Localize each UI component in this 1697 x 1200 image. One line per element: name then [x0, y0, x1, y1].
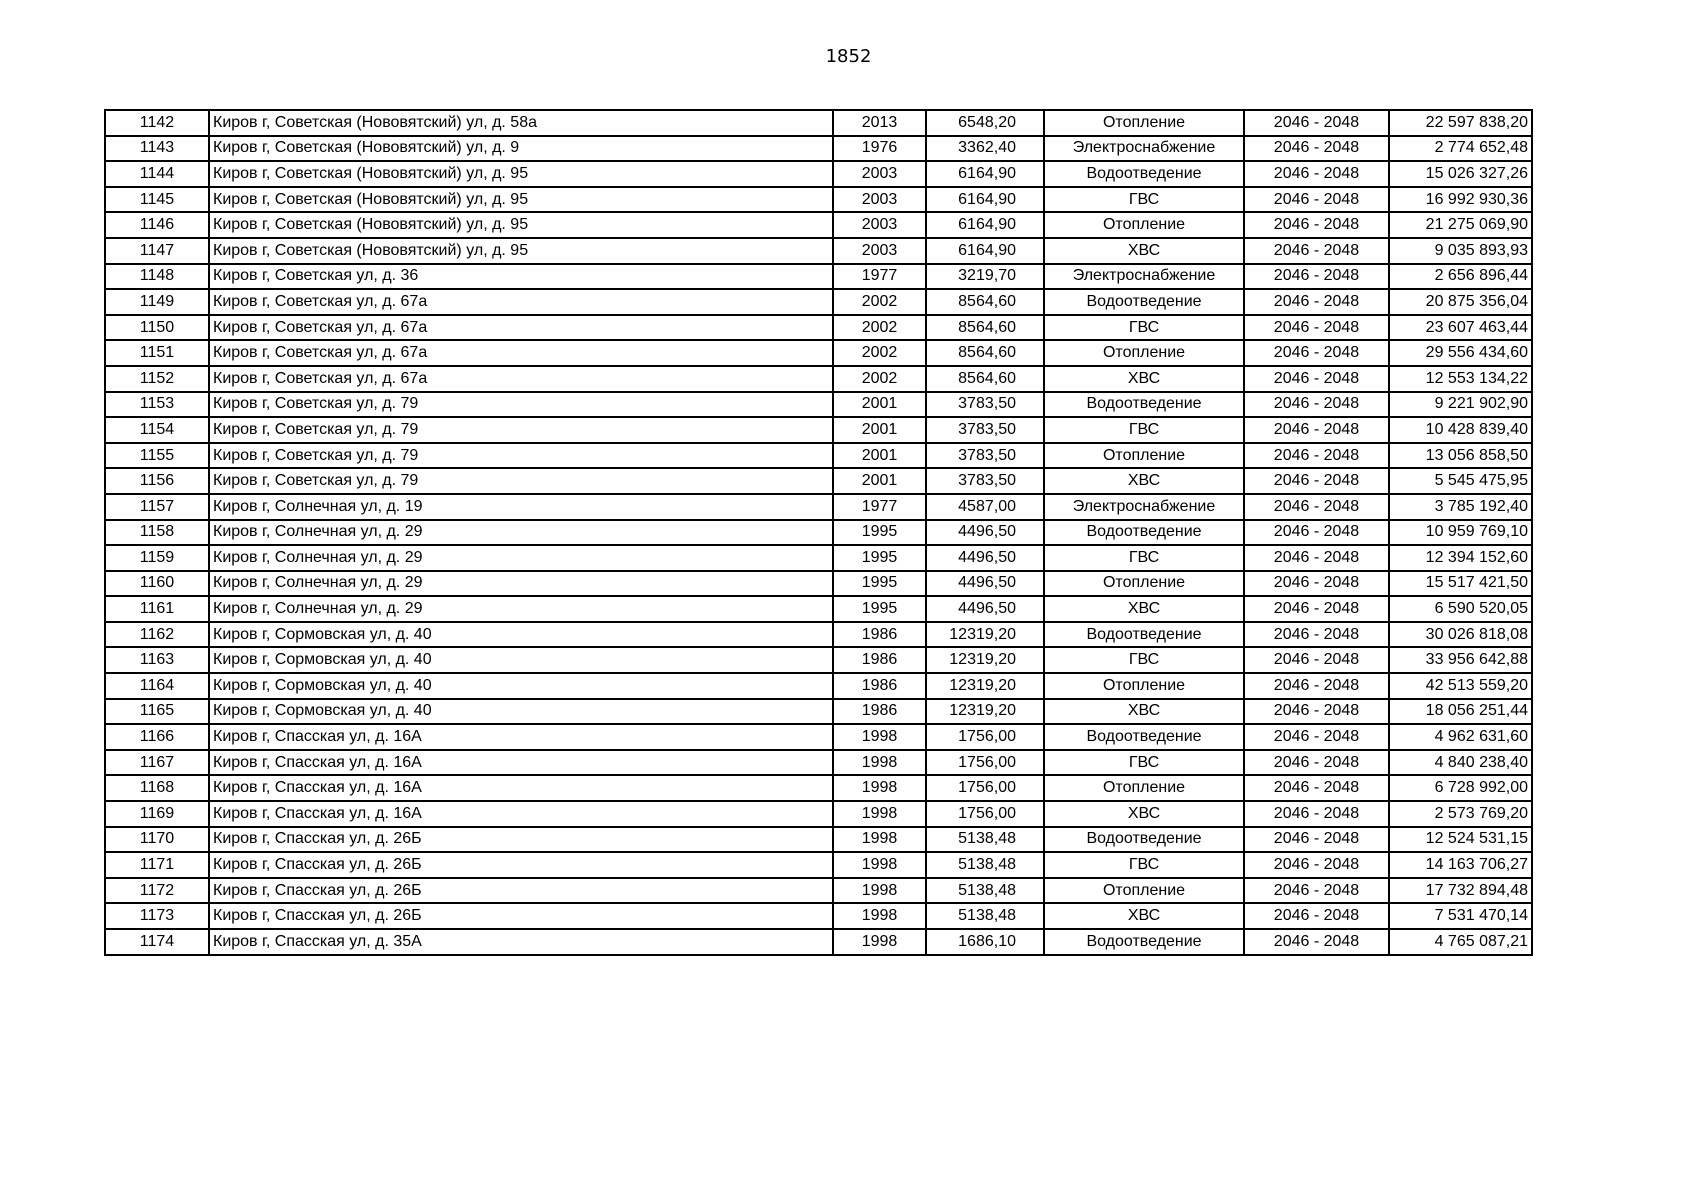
period-cell: 2046 - 2048: [1244, 238, 1389, 264]
cost-cell: 15 517 421,50: [1389, 571, 1532, 597]
cost-cell: 10 959 769,10: [1389, 520, 1532, 546]
row-number-cell: 1160: [105, 571, 209, 597]
year-cell: 2003: [833, 161, 926, 187]
period-cell: 2046 - 2048: [1244, 315, 1389, 341]
area-cell: 3783,50: [926, 392, 1044, 418]
row-number-cell: 1161: [105, 596, 209, 622]
period-cell: 2046 - 2048: [1244, 340, 1389, 366]
service-cell: Отопление: [1044, 443, 1244, 469]
address-cell: Киров г, Спасская ул, д. 16А: [209, 775, 833, 801]
area-cell: 8564,60: [926, 366, 1044, 392]
repair-schedule-table: [104, 109, 1533, 956]
row-number-cell: 1173: [105, 903, 209, 929]
row-number-cell: 1158: [105, 520, 209, 546]
cost-cell: 21 275 069,90: [1389, 212, 1532, 238]
address-cell: Киров г, Спасская ул, д. 16А: [209, 724, 833, 750]
year-cell: 1998: [833, 775, 926, 801]
service-cell: ГВС: [1044, 545, 1244, 571]
table-row: [105, 724, 1532, 750]
row-number-cell: 1156: [105, 468, 209, 494]
cost-cell: 10 428 839,40: [1389, 417, 1532, 443]
service-cell: ХВС: [1044, 801, 1244, 827]
period-cell: 2046 - 2048: [1244, 878, 1389, 904]
year-cell: 1998: [833, 929, 926, 955]
period-cell: 2046 - 2048: [1244, 571, 1389, 597]
period-cell: 2046 - 2048: [1244, 724, 1389, 750]
area-cell: 5138,48: [926, 878, 1044, 904]
cost-cell: 4 840 238,40: [1389, 750, 1532, 776]
row-number-cell: 1146: [105, 212, 209, 238]
row-number-cell: 1151: [105, 340, 209, 366]
area-cell: 8564,60: [926, 289, 1044, 315]
period-cell: 2046 - 2048: [1244, 520, 1389, 546]
period-cell: 2046 - 2048: [1244, 494, 1389, 520]
period-cell: 2046 - 2048: [1244, 801, 1389, 827]
area-cell: 3783,50: [926, 443, 1044, 469]
table-row: [105, 289, 1532, 315]
row-number-cell: 1157: [105, 494, 209, 520]
year-cell: 1986: [833, 622, 926, 648]
address-cell: Киров г, Солнечная ул, д. 29: [209, 596, 833, 622]
address-cell: Киров г, Сормовская ул, д. 40: [209, 699, 833, 725]
area-cell: 5138,48: [926, 852, 1044, 878]
cost-cell: 17 732 894,48: [1389, 878, 1532, 904]
row-number-cell: 1152: [105, 366, 209, 392]
period-cell: 2046 - 2048: [1244, 852, 1389, 878]
table-row: [105, 903, 1532, 929]
year-cell: 2002: [833, 340, 926, 366]
table-row: [105, 392, 1532, 418]
area-cell: 8564,60: [926, 340, 1044, 366]
address-cell: Киров г, Спасская ул, д. 26Б: [209, 878, 833, 904]
table-row: [105, 673, 1532, 699]
service-cell: Отопление: [1044, 775, 1244, 801]
service-cell: ГВС: [1044, 647, 1244, 673]
year-cell: 2001: [833, 443, 926, 469]
table-row: [105, 520, 1532, 546]
year-cell: 1998: [833, 903, 926, 929]
table-row: [105, 801, 1532, 827]
period-cell: 2046 - 2048: [1244, 596, 1389, 622]
year-cell: 2001: [833, 468, 926, 494]
year-cell: 1998: [833, 724, 926, 750]
row-number-cell: 1166: [105, 724, 209, 750]
address-cell: Киров г, Советская ул, д. 79: [209, 443, 833, 469]
year-cell: 2003: [833, 212, 926, 238]
cost-cell: 30 026 818,08: [1389, 622, 1532, 648]
year-cell: 1998: [833, 801, 926, 827]
year-cell: 1995: [833, 571, 926, 597]
service-cell: Водоотведение: [1044, 161, 1244, 187]
service-cell: Электроснабжение: [1044, 264, 1244, 290]
row-number-cell: 1147: [105, 238, 209, 264]
period-cell: 2046 - 2048: [1244, 289, 1389, 315]
address-cell: Киров г, Сормовская ул, д. 40: [209, 622, 833, 648]
area-cell: 12319,20: [926, 673, 1044, 699]
service-cell: Отопление: [1044, 212, 1244, 238]
table-row: [105, 110, 1532, 136]
service-cell: Водоотведение: [1044, 289, 1244, 315]
area-cell: 1756,00: [926, 724, 1044, 750]
cost-cell: 5 545 475,95: [1389, 468, 1532, 494]
page-number: 1852: [825, 46, 872, 67]
cost-cell: 6 590 520,05: [1389, 596, 1532, 622]
cost-cell: 2 774 652,48: [1389, 136, 1532, 162]
period-cell: 2046 - 2048: [1244, 622, 1389, 648]
period-cell: 2046 - 2048: [1244, 212, 1389, 238]
address-cell: Киров г, Советская (Нововятский) ул, д. 9: [209, 136, 833, 162]
cost-cell: 9 221 902,90: [1389, 392, 1532, 418]
row-number-cell: 1172: [105, 878, 209, 904]
year-cell: 1986: [833, 699, 926, 725]
service-cell: Отопление: [1044, 571, 1244, 597]
address-cell: Киров г, Советская ул, д. 36: [209, 264, 833, 290]
service-cell: Водоотведение: [1044, 724, 1244, 750]
address-cell: Киров г, Сормовская ул, д. 40: [209, 647, 833, 673]
cost-cell: 7 531 470,14: [1389, 903, 1532, 929]
row-number-cell: 1163: [105, 647, 209, 673]
address-cell: Киров г, Спасская ул, д. 16А: [209, 801, 833, 827]
cost-cell: 12 394 152,60: [1389, 545, 1532, 571]
table-row: [105, 187, 1532, 213]
cost-cell: 9 035 893,93: [1389, 238, 1532, 264]
row-number-cell: 1169: [105, 801, 209, 827]
row-number-cell: 1148: [105, 264, 209, 290]
year-cell: 1998: [833, 852, 926, 878]
row-number-cell: 1162: [105, 622, 209, 648]
year-cell: 1998: [833, 827, 926, 853]
table-row: [105, 212, 1532, 238]
cost-cell: 33 956 642,88: [1389, 647, 1532, 673]
table-row: [105, 315, 1532, 341]
area-cell: 12319,20: [926, 647, 1044, 673]
address-cell: Киров г, Сормовская ул, д. 40: [209, 673, 833, 699]
period-cell: 2046 - 2048: [1244, 673, 1389, 699]
year-cell: 2003: [833, 187, 926, 213]
area-cell: 4496,50: [926, 596, 1044, 622]
address-cell: Киров г, Советская (Нововятский) ул, д. 95: [209, 187, 833, 213]
area-cell: 4587,00: [926, 494, 1044, 520]
service-cell: Водоотведение: [1044, 929, 1244, 955]
period-cell: 2046 - 2048: [1244, 468, 1389, 494]
row-number-cell: 1145: [105, 187, 209, 213]
table-row: [105, 929, 1532, 955]
row-number-cell: 1155: [105, 443, 209, 469]
service-cell: Отопление: [1044, 673, 1244, 699]
table-row: [105, 596, 1532, 622]
year-cell: 1977: [833, 494, 926, 520]
service-cell: ГВС: [1044, 852, 1244, 878]
table-row: [105, 443, 1532, 469]
service-cell: ГВС: [1044, 417, 1244, 443]
area-cell: 1756,00: [926, 801, 1044, 827]
area-cell: 8564,60: [926, 315, 1044, 341]
year-cell: 2001: [833, 417, 926, 443]
cost-cell: 16 992 930,36: [1389, 187, 1532, 213]
row-number-cell: 1164: [105, 673, 209, 699]
row-number-cell: 1149: [105, 289, 209, 315]
table-row: [105, 545, 1532, 571]
row-number-cell: 1170: [105, 827, 209, 853]
year-cell: 1976: [833, 136, 926, 162]
area-cell: 1756,00: [926, 775, 1044, 801]
service-cell: Электроснабжение: [1044, 494, 1244, 520]
cost-cell: 4 765 087,21: [1389, 929, 1532, 955]
row-number-cell: 1143: [105, 136, 209, 162]
area-cell: 6164,90: [926, 187, 1044, 213]
period-cell: 2046 - 2048: [1244, 161, 1389, 187]
year-cell: 2001: [833, 392, 926, 418]
service-cell: Водоотведение: [1044, 520, 1244, 546]
period-cell: 2046 - 2048: [1244, 187, 1389, 213]
address-cell: Киров г, Спасская ул, д. 35А: [209, 929, 833, 955]
period-cell: 2046 - 2048: [1244, 443, 1389, 469]
period-cell: 2046 - 2048: [1244, 392, 1389, 418]
row-number-cell: 1171: [105, 852, 209, 878]
period-cell: 2046 - 2048: [1244, 366, 1389, 392]
table-body: [105, 110, 1532, 955]
cost-cell: 2 573 769,20: [1389, 801, 1532, 827]
area-cell: 5138,48: [926, 827, 1044, 853]
table-row: [105, 878, 1532, 904]
row-number-cell: 1174: [105, 929, 209, 955]
period-cell: 2046 - 2048: [1244, 750, 1389, 776]
period-cell: 2046 - 2048: [1244, 827, 1389, 853]
table-row: [105, 136, 1532, 162]
row-number-cell: 1159: [105, 545, 209, 571]
cost-cell: 12 553 134,22: [1389, 366, 1532, 392]
period-cell: 2046 - 2048: [1244, 775, 1389, 801]
address-cell: Киров г, Советская ул, д. 67а: [209, 366, 833, 392]
area-cell: 1686,10: [926, 929, 1044, 955]
year-cell: 1986: [833, 647, 926, 673]
cost-cell: 6 728 992,00: [1389, 775, 1532, 801]
year-cell: 2002: [833, 289, 926, 315]
cost-cell: 4 962 631,60: [1389, 724, 1532, 750]
table-row: [105, 264, 1532, 290]
table-row: [105, 161, 1532, 187]
period-cell: 2046 - 2048: [1244, 264, 1389, 290]
table-row: [105, 852, 1532, 878]
address-cell: Киров г, Спасская ул, д. 16А: [209, 750, 833, 776]
period-cell: 2046 - 2048: [1244, 417, 1389, 443]
year-cell: 2003: [833, 238, 926, 264]
service-cell: Отопление: [1044, 110, 1244, 136]
service-cell: ХВС: [1044, 468, 1244, 494]
service-cell: Водоотведение: [1044, 622, 1244, 648]
service-cell: ХВС: [1044, 366, 1244, 392]
area-cell: 4496,50: [926, 520, 1044, 546]
cost-cell: 20 875 356,04: [1389, 289, 1532, 315]
address-cell: Киров г, Советская (Нововятский) ул, д. 95: [209, 238, 833, 264]
area-cell: 6164,90: [926, 238, 1044, 264]
cost-cell: 23 607 463,44: [1389, 315, 1532, 341]
cost-cell: 15 026 327,26: [1389, 161, 1532, 187]
row-number-cell: 1165: [105, 699, 209, 725]
address-cell: Киров г, Солнечная ул, д. 29: [209, 545, 833, 571]
year-cell: 1995: [833, 596, 926, 622]
year-cell: 1986: [833, 673, 926, 699]
address-cell: Киров г, Солнечная ул, д. 29: [209, 571, 833, 597]
table-row: [105, 238, 1532, 264]
table-row: [105, 340, 1532, 366]
row-number-cell: 1144: [105, 161, 209, 187]
service-cell: ГВС: [1044, 187, 1244, 213]
service-cell: ХВС: [1044, 699, 1244, 725]
service-cell: ГВС: [1044, 750, 1244, 776]
address-cell: Киров г, Советская ул, д. 79: [209, 392, 833, 418]
row-number-cell: 1142: [105, 110, 209, 136]
area-cell: 5138,48: [926, 903, 1044, 929]
cost-cell: 42 513 559,20: [1389, 673, 1532, 699]
cost-cell: 3 785 192,40: [1389, 494, 1532, 520]
area-cell: 6164,90: [926, 212, 1044, 238]
service-cell: Электроснабжение: [1044, 136, 1244, 162]
area-cell: 12319,20: [926, 622, 1044, 648]
service-cell: Водоотведение: [1044, 392, 1244, 418]
area-cell: 3362,40: [926, 136, 1044, 162]
address-cell: Киров г, Советская ул, д. 67а: [209, 340, 833, 366]
table-row: [105, 647, 1532, 673]
row-number-cell: 1168: [105, 775, 209, 801]
table-row: [105, 366, 1532, 392]
table-row: [105, 571, 1532, 597]
period-cell: 2046 - 2048: [1244, 699, 1389, 725]
year-cell: 1995: [833, 520, 926, 546]
address-cell: Киров г, Спасская ул, д. 26Б: [209, 852, 833, 878]
year-cell: 1998: [833, 878, 926, 904]
area-cell: 6548,20: [926, 110, 1044, 136]
table-row: [105, 417, 1532, 443]
area-cell: 3783,50: [926, 417, 1044, 443]
area-cell: 1756,00: [926, 750, 1044, 776]
period-cell: 2046 - 2048: [1244, 110, 1389, 136]
address-cell: Киров г, Советская ул, д. 79: [209, 417, 833, 443]
address-cell: Киров г, Советская (Нововятский) ул, д. 58а: [209, 110, 833, 136]
row-number-cell: 1150: [105, 315, 209, 341]
service-cell: ХВС: [1044, 238, 1244, 264]
area-cell: 4496,50: [926, 545, 1044, 571]
address-cell: Киров г, Советская ул, д. 79: [209, 468, 833, 494]
year-cell: 2002: [833, 315, 926, 341]
table-row: [105, 775, 1532, 801]
service-cell: ГВС: [1044, 315, 1244, 341]
cost-cell: 14 163 706,27: [1389, 852, 1532, 878]
year-cell: 1995: [833, 545, 926, 571]
row-number-cell: 1153: [105, 392, 209, 418]
table-row: [105, 827, 1532, 853]
table-row: [105, 468, 1532, 494]
table-row: [105, 699, 1532, 725]
cost-cell: 22 597 838,20: [1389, 110, 1532, 136]
address-cell: Киров г, Советская (Нововятский) ул, д. 95: [209, 161, 833, 187]
address-cell: Киров г, Спасская ул, д. 26Б: [209, 827, 833, 853]
table-row: [105, 494, 1532, 520]
service-cell: ХВС: [1044, 596, 1244, 622]
period-cell: 2046 - 2048: [1244, 647, 1389, 673]
address-cell: Киров г, Спасская ул, д. 26Б: [209, 903, 833, 929]
area-cell: 12319,20: [926, 699, 1044, 725]
address-cell: Киров г, Советская ул, д. 67а: [209, 315, 833, 341]
row-number-cell: 1154: [105, 417, 209, 443]
cost-cell: 29 556 434,60: [1389, 340, 1532, 366]
cost-cell: 12 524 531,15: [1389, 827, 1532, 853]
service-cell: Отопление: [1044, 878, 1244, 904]
address-cell: Киров г, Советская ул, д. 67а: [209, 289, 833, 315]
address-cell: Киров г, Солнечная ул, д. 29: [209, 520, 833, 546]
cost-cell: 2 656 896,44: [1389, 264, 1532, 290]
service-cell: Водоотведение: [1044, 827, 1244, 853]
row-number-cell: 1167: [105, 750, 209, 776]
table-row: [105, 622, 1532, 648]
address-cell: Киров г, Советская (Нововятский) ул, д. 95: [209, 212, 833, 238]
year-cell: 2002: [833, 366, 926, 392]
period-cell: 2046 - 2048: [1244, 136, 1389, 162]
area-cell: 3219,70: [926, 264, 1044, 290]
service-cell: ХВС: [1044, 903, 1244, 929]
period-cell: 2046 - 2048: [1244, 929, 1389, 955]
area-cell: 6164,90: [926, 161, 1044, 187]
area-cell: 3783,50: [926, 468, 1044, 494]
area-cell: 4496,50: [926, 571, 1044, 597]
period-cell: 2046 - 2048: [1244, 545, 1389, 571]
address-cell: Киров г, Солнечная ул, д. 19: [209, 494, 833, 520]
service-cell: Отопление: [1044, 340, 1244, 366]
year-cell: 1977: [833, 264, 926, 290]
cost-cell: 18 056 251,44: [1389, 699, 1532, 725]
table-row: [105, 750, 1532, 776]
year-cell: 2013: [833, 110, 926, 136]
cost-cell: 13 056 858,50: [1389, 443, 1532, 469]
year-cell: 1998: [833, 750, 926, 776]
period-cell: 2046 - 2048: [1244, 903, 1389, 929]
